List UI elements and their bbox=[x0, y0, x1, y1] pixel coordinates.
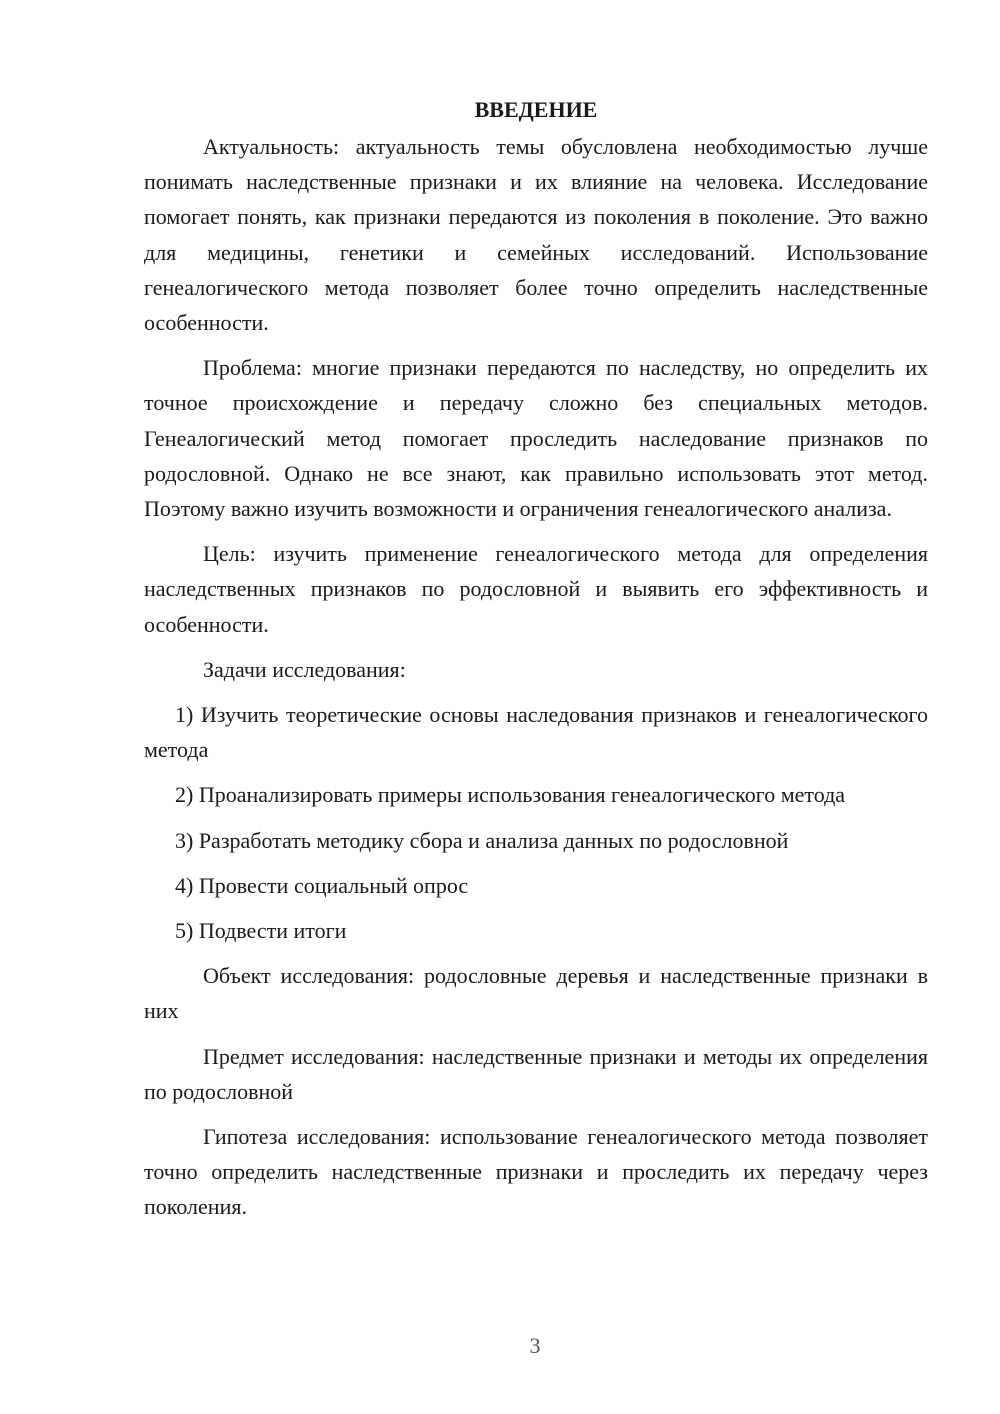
list-item: 5) Подвести итоги bbox=[175, 918, 347, 944]
document-page bbox=[144, 92, 928, 1235]
paragraph-problem: Проблема: многие признаки передаются по наследству, но определить их точное происхождение и передачу сложно без специальных методов. Генеалогический метод помогает проследить наследование признаков по родословной. Однако не все знают, как правильно использовать этот метод. Поэтому важно изучить возможности и ограничения генеалогического анализа. bbox=[144, 355, 928, 522]
page-number: 3 bbox=[529, 1333, 541, 1358]
paragraph-relevance: Актуальность: актуальность темы обусловлена необходимостью лучше понимать наследственные признаки и их влияние на человека. Исследование помогает понять, как признаки передаются из поколения в поколение. Это важно для медицины, генетики и семейных исследований. Использование генеалогического метода позволяет более точно определить наследственные особенности. bbox=[144, 134, 928, 336]
paragraph-hypothesis: Гипотеза исследования: использование генеалогического метода позволяет точно определить наследственные признаки и проследить их передачу через поколения. bbox=[144, 1124, 928, 1220]
paragraph-goal: Цель: изучить применение генеалогического метода для определения наследственных признаков по родословной и выявить его эффективность и особенности. bbox=[144, 541, 928, 637]
paragraph-tasks-heading: Задачи исследования: bbox=[203, 656, 406, 682]
list-item: 3) Разработать методику сбора и анализа данных по родословной bbox=[175, 827, 789, 853]
task-list bbox=[144, 697, 928, 948]
paragraph-subject: Предмет исследования: наследственные признаки и методы их определения по родословной bbox=[144, 1043, 928, 1104]
list-item: 4) Провести социальный опрос bbox=[175, 872, 469, 898]
section-title: ВВЕДЕНИЕ bbox=[474, 97, 598, 122]
list-item: 1) Изучить теоретические основы наследования признаков и генеалогического метода bbox=[144, 702, 928, 763]
list-item: 2) Проанализировать примеры использования генеалогического метода bbox=[175, 782, 846, 808]
paragraph-object: Объект исследования: родословные деревья и наследственные признаки в них bbox=[144, 963, 928, 1024]
